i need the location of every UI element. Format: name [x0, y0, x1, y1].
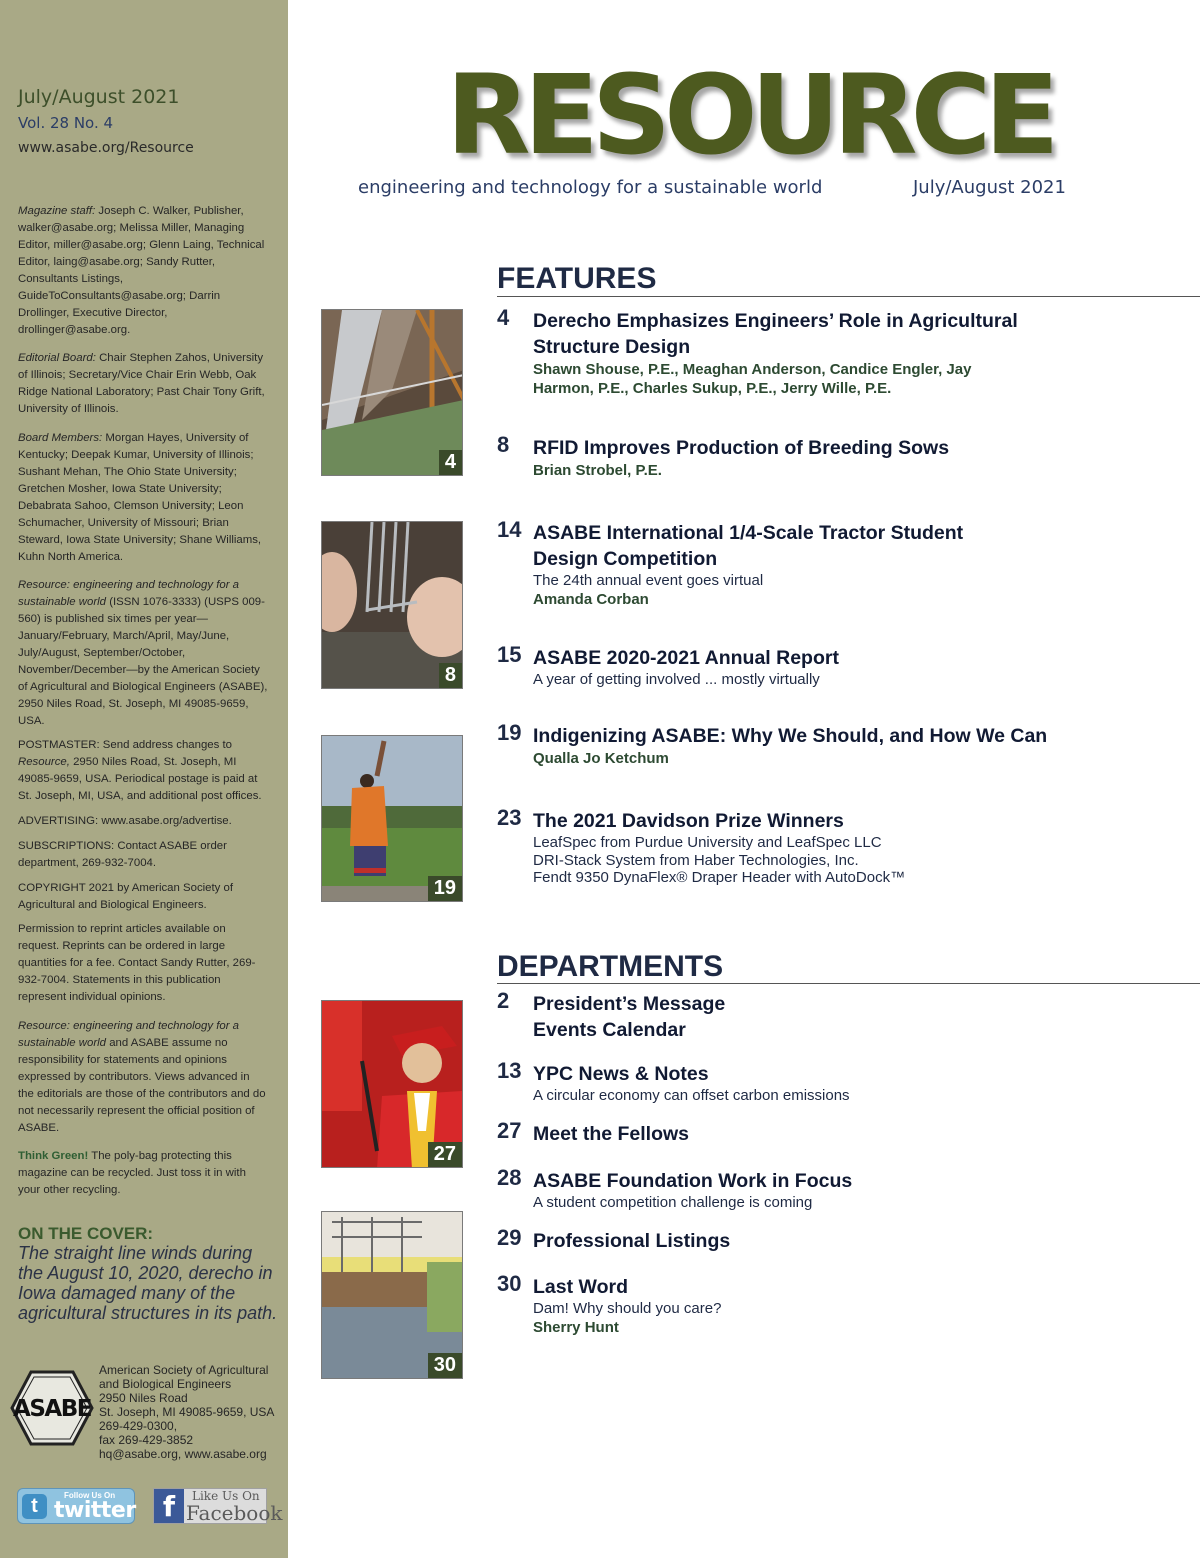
- feature-author: Brian Strobel, P.E.: [533, 462, 662, 479]
- subscriptions-text: SUBSCRIPTIONS: Contact ASABE order department, 269-932-7004.: [18, 840, 227, 869]
- page-number: 29: [497, 1225, 522, 1250]
- permission-text: Permission to reprint articles available on request. Reprints can be ordered in large quantities for a fee. Contact Sandy Rutter, 269-932-7004. Statements in this publication represent individual opinions.: [18, 923, 256, 1003]
- address-phone: 269-429-0300,: [99, 1419, 178, 1433]
- thumbnail-page-badge: 30: [428, 1353, 462, 1378]
- publication-text: (ISSN 1076-3333) (USPS 009-560) is published six times per year—January/February, March/April, May/June, July/August, September/October, November/December—by the American Society of Agricultural and Biological Engineers (ASABE), 2950 Niles Road, St. Joseph, MI 49085-9659, USA.: [18, 596, 268, 727]
- feature-subtitle: The 24th annual event goes virtual: [533, 572, 764, 589]
- thumbnail-page-badge: 8: [439, 663, 462, 688]
- feature-title: ASABE 2020-2021 Annual Report: [533, 647, 839, 669]
- editorial-text: Chair Stephen Zahos, University of Illinois; Secretary/Vice Chair Erin Webb, Oak Ridge National Laboratory; Past Chair Tony Grift, University of Illinois.: [18, 352, 265, 415]
- sidebar-website-link[interactable]: www.asabe.org/Resource: [18, 140, 194, 156]
- recycle-block: [18, 1148, 268, 1199]
- fellow-portrait-thumbnail[interactable]: [321, 1000, 463, 1168]
- society-address: [99, 1363, 285, 1461]
- recycle-text: The poly-bag protecting this magazine can be recycled. Just toss it in with your other recycling.: [18, 1150, 246, 1196]
- page-number: 27: [497, 1118, 522, 1143]
- feature-title: The 2021 Davidson Prize Winners: [533, 810, 844, 832]
- disclaimer-block: [18, 1018, 268, 1137]
- page-number: 4: [497, 305, 510, 330]
- feature-entry[interactable]: [497, 305, 1187, 398]
- editorial-label: Editorial Board:: [18, 352, 96, 364]
- facebook-label: Facebook: [186, 1501, 283, 1525]
- address-line: and Biological Engineers: [99, 1377, 232, 1391]
- twitter-small-label: Follow Us On: [64, 1491, 116, 1500]
- staff-text: Joseph C. Walker, Publisher, walker@asabe.org; Melissa Miller, Managing Editor, miller@asabe.org; Glenn Laing, Technical Editor, laing@asabe.org; Sandy Rutter, Consultants Listings, GuideToConsultants@asabe.org; Darrin Drollinger, Executive Director, drollinger@asabe.org.: [18, 205, 265, 336]
- sow-pen-thumbnail[interactable]: [321, 521, 463, 689]
- department-entry[interactable]: [497, 988, 1187, 1043]
- features-heading: FEATURES: [497, 262, 657, 295]
- feature-title: Derecho Emphasizes Engineers’ Role in Agricultural Structure Design: [533, 310, 1018, 358]
- page-number: 30: [497, 1271, 522, 1296]
- department-title: Last Word: [533, 1276, 628, 1298]
- department-title: Meet the Fellows: [533, 1123, 690, 1145]
- barn-interior-thumbnail[interactable]: [321, 309, 463, 476]
- feature-entry[interactable]: [497, 720, 1187, 768]
- copyright-text: COPYRIGHT 2021 by American Society of Agricultural and Biological Engineers.: [18, 882, 234, 911]
- publication-block: [18, 577, 268, 730]
- feature-title: RFID Improves Production of Breeding Sows: [533, 437, 950, 459]
- feature-entry[interactable]: [497, 805, 1187, 887]
- feature-author: Amanda Corban: [533, 590, 649, 608]
- features-divider: [497, 296, 1200, 297]
- page-number: 23: [497, 805, 522, 830]
- feature-title: Indigenizing ASABE: Why We Should, and How We Can: [533, 725, 1048, 747]
- department-title: President’s Message: [533, 993, 726, 1015]
- staff-block: [18, 203, 268, 339]
- feature-subtitle: DRI-Stack System from Haber Technologies, Inc.: [533, 851, 859, 869]
- masthead-issue-date: July/August 2021: [913, 177, 1066, 198]
- cover-heading: ON THE COVER:: [18, 1224, 154, 1243]
- thumbnail-page-badge: 19: [428, 876, 462, 901]
- postmaster-text-a: POSTMASTER: Send address changes to: [18, 739, 232, 751]
- address-line: St. Joseph, MI 49085-9659, USA: [99, 1405, 275, 1419]
- indigenous-woman-thumbnail[interactable]: [321, 735, 463, 902]
- department-title: YPC News & Notes: [533, 1063, 709, 1085]
- thumbnail-page-badge: 4: [439, 450, 462, 475]
- address-line: 2950 Niles Road: [99, 1391, 188, 1405]
- feature-subtitle: A year of getting involved ... mostly virtually: [533, 671, 820, 688]
- magazine-tagline: engineering and technology for a sustainable world: [358, 177, 823, 198]
- department-subtitle: A student competition challenge is coming: [533, 1194, 813, 1211]
- publication-italic: Resource: engineering and technology for a sustainable world: [18, 579, 239, 608]
- board-members-block: [18, 430, 268, 566]
- department-author: Sherry Hunt: [533, 1318, 619, 1336]
- page-number: 15: [497, 642, 522, 667]
- thumbnail-page-badge: 27: [428, 1142, 462, 1167]
- postmaster-text-b: 2950 Niles Road, St. Joseph, MI 49085-9659, USA. Periodical postage is paid at St. Joseph, MI, USA, and additional post offices.: [18, 756, 262, 802]
- address-fax: fax 269-429-3852: [99, 1433, 194, 1447]
- feature-entry[interactable]: [497, 517, 1187, 609]
- feature-entry[interactable]: [497, 432, 1187, 480]
- page-number: 19: [497, 720, 522, 745]
- disclaimer-italic: Resource: engineering and technology for a sustainable world: [18, 1020, 239, 1049]
- feature-author: Shawn Shouse, P.E., Meaghan Anderson, Candice Engler, Jay Harmon, P.E., Charles Sukup, P.E., Jerry Wille, P.E.: [533, 361, 972, 397]
- feature-entry[interactable]: [497, 642, 1187, 689]
- page-number: 28: [497, 1165, 522, 1190]
- dam-painting-thumbnail[interactable]: [321, 1211, 463, 1379]
- page-number: 13: [497, 1058, 522, 1083]
- department-entry[interactable]: [497, 1165, 1187, 1212]
- address-email-web[interactable]: hq@asabe.org, www.asabe.org: [99, 1447, 267, 1461]
- editorial-board-block: [18, 350, 268, 418]
- page-number: 14: [497, 517, 522, 542]
- departments-heading: DEPARTMENTS: [497, 950, 724, 983]
- board-text: Morgan Hayes, University of Kentucky; Deepak Kumar, University of Illinois; Sushant Mehan, The Ohio State University; Gretchen Mosher, Iowa State University; Debabrata Sahoo, Clemson University; Leon Schumacher, University of Missouri; Brian Steward, Iowa State University; Shane Williams, Kuhn North America.: [18, 432, 262, 563]
- feature-subtitle: Fendt 9350 DynaFlex® Draper Header with AutoDock™: [533, 869, 906, 886]
- departments-divider: [497, 983, 1200, 984]
- facebook-icon: f: [154, 1489, 184, 1523]
- sidebar-issue: July/August 2021: [18, 86, 180, 108]
- address-line: American Society of Agricultural: [99, 1363, 269, 1377]
- asabe-logo-icon: [10, 1370, 94, 1446]
- twitter-icon: t: [22, 1494, 47, 1519]
- staff-label: Magazine staff:: [18, 205, 96, 217]
- think-green-label: Think Green!: [18, 1150, 89, 1162]
- facebook-small-label: Like Us On: [192, 1489, 260, 1503]
- feature-subtitle: LeafSpec from Purdue University and LeafSpec LLC: [533, 834, 882, 851]
- twitter-follow-button[interactable]: [17, 1488, 135, 1524]
- department-title: Events Calendar: [533, 1019, 686, 1041]
- page-number: 8: [497, 432, 510, 457]
- postmaster-block: [18, 737, 268, 805]
- feature-author: Qualla Jo Ketchum: [533, 750, 669, 767]
- disclaimer-text: and ASABE assume no responsibility for statements and opinions expressed by contributors. Views advanced in the editorials are those of the contributors and do not necessarily represent the official position of ASABE.: [18, 1037, 266, 1134]
- board-label: Board Members:: [18, 432, 103, 444]
- department-title: ASABE Foundation Work in Focus: [533, 1170, 853, 1192]
- department-subtitle: Dam! Why should you care?: [533, 1300, 722, 1317]
- page-number: 2: [497, 988, 510, 1013]
- advertising-text: ADVERTISING: www.asabe.org/advertise.: [18, 815, 232, 827]
- department-subtitle: A circular economy can offset carbon emissions: [533, 1087, 850, 1104]
- logo-wordmark: ASABE: [13, 1396, 91, 1422]
- postmaster-italic: Resource,: [18, 756, 70, 768]
- department-entry[interactable]: [497, 1118, 1187, 1147]
- feature-title: ASABE International 1/4-Scale Tractor Student Design Competition: [533, 522, 964, 570]
- twitter-label: twitter: [54, 1498, 136, 1523]
- department-title: Professional Listings: [533, 1230, 731, 1252]
- facebook-like-button[interactable]: [153, 1488, 283, 1525]
- cover-description: The straight line winds during the August 10, 2020, derecho in Iowa damaged many of the agricultural structures in its path.: [18, 1243, 278, 1323]
- magazine-title: RESOURCE: [446, 51, 1053, 179]
- department-entry[interactable]: [497, 1058, 1187, 1105]
- sidebar: [0, 0, 288, 1558]
- sidebar-volume: Vol. 28 No. 4: [18, 114, 114, 132]
- department-entry[interactable]: [497, 1271, 1187, 1337]
- department-entry[interactable]: [497, 1225, 1187, 1254]
